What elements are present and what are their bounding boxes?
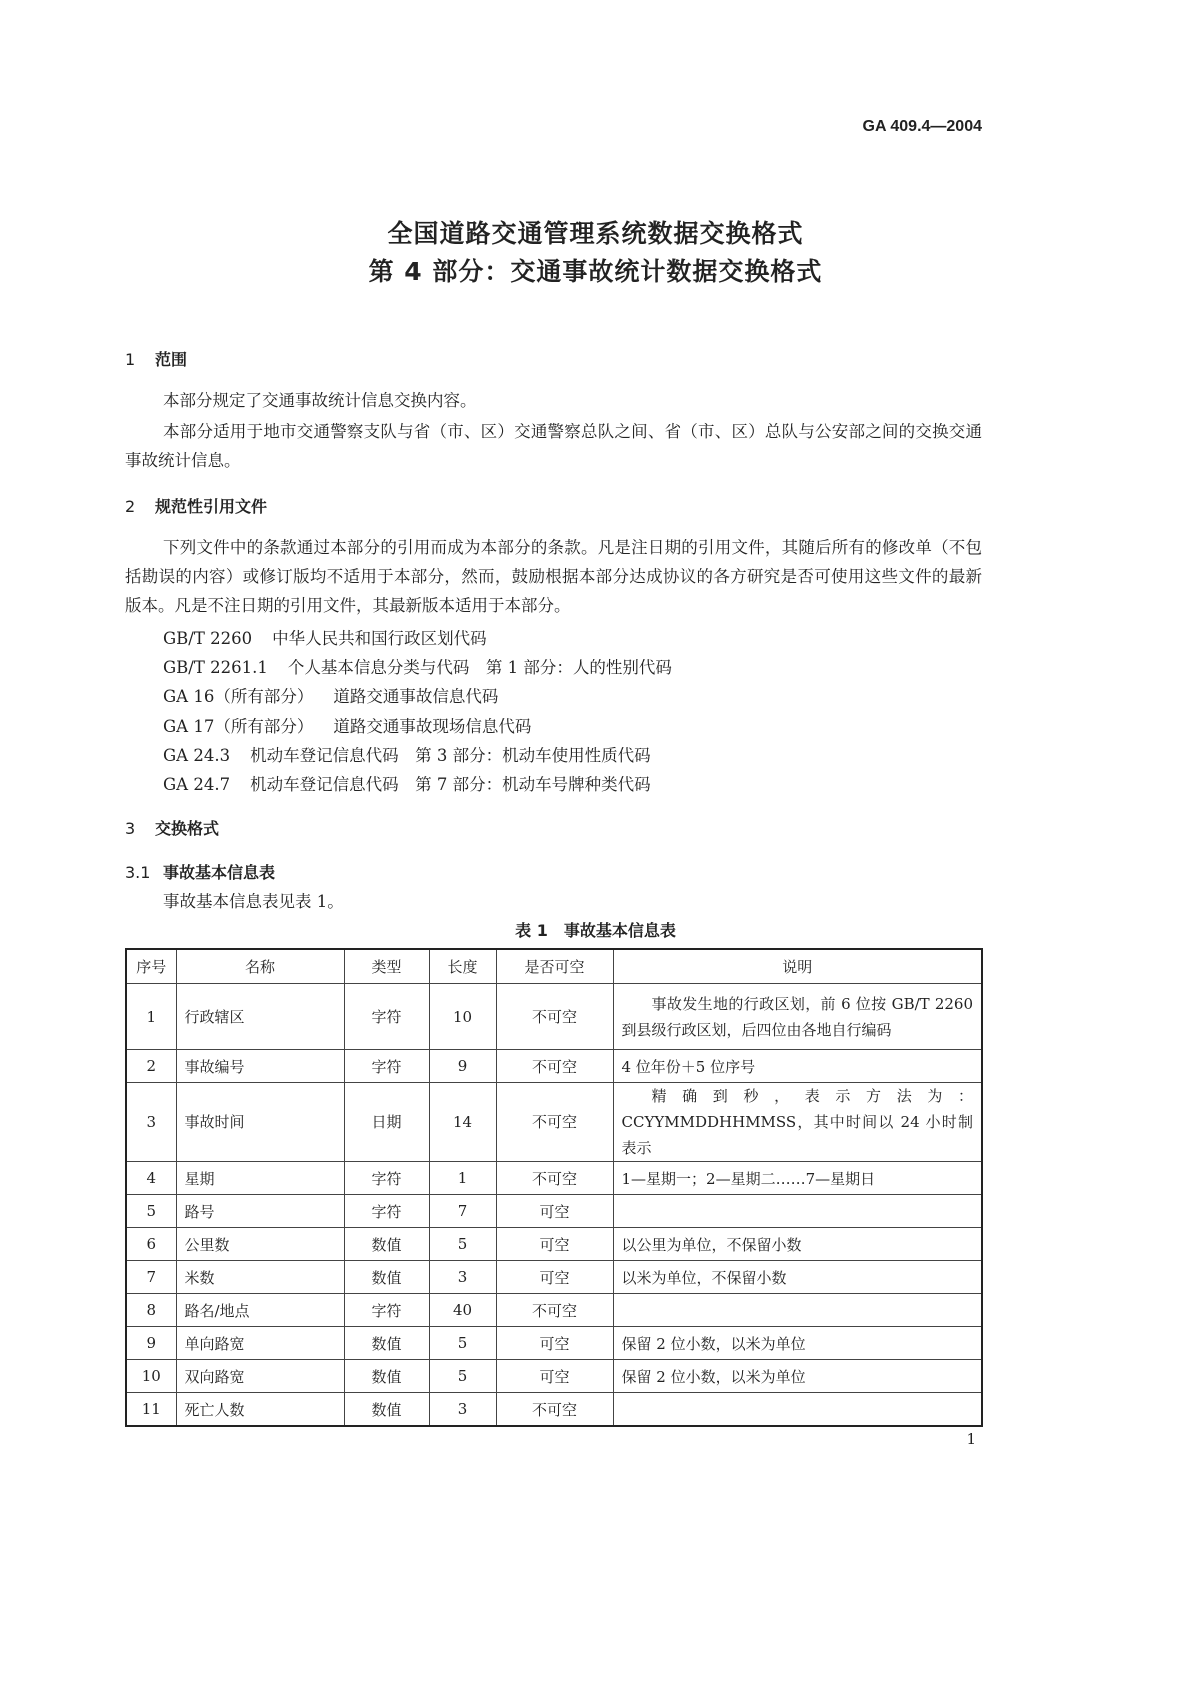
cell-index: 6 [126, 1228, 176, 1261]
cell-name: 行政辖区 [176, 984, 344, 1050]
cell-description: 4 位年份＋5 位序号 [613, 1050, 982, 1083]
cell-name: 单向路宽 [176, 1327, 344, 1360]
section-2-heading [125, 494, 267, 517]
cell-length: 7 [429, 1195, 496, 1228]
cell-type: 字符 [344, 1162, 429, 1195]
table-row [126, 1261, 982, 1294]
cell-index: 11 [126, 1393, 176, 1427]
cell-length: 3 [429, 1261, 496, 1294]
ref-title: 道路交通事故现场信息代码 [333, 717, 532, 736]
reference-item [163, 713, 531, 737]
cell-index: 10 [126, 1360, 176, 1393]
reference-item [163, 771, 651, 795]
ref-code: GA 17（所有部分） [163, 717, 314, 736]
section-title: 事故基本信息表 [163, 863, 276, 882]
cell-type: 数值 [344, 1393, 429, 1427]
table-row [126, 1294, 982, 1327]
cell-type: 数值 [344, 1228, 429, 1261]
cell-nullable: 不可空 [496, 1050, 613, 1083]
title-line-1: 全国道路交通管理系统数据交换格式 [387, 219, 804, 248]
cell-type: 字符 [344, 1050, 429, 1083]
cell-length: 3 [429, 1393, 496, 1427]
section-1-heading [125, 347, 187, 370]
table-row [126, 1360, 982, 1393]
cell-description: 以公里为单位，不保留小数 [613, 1228, 982, 1261]
ref-code: GA 24.3 [163, 746, 231, 765]
cell-nullable: 不可空 [496, 1083, 613, 1162]
paragraph: 下列文件中的条款通过本部分的引用而成为本部分的条款。凡是注日期的引用文件，其随后所有的修改单（不包括勘误的内容）或修订版均不适用于本部分，然而，鼓励根据本部分达成协议的各方研究是否可使用这些文件的最新版本。凡是不注日期的引用文件，其最新版本适用于本部分。 [125, 538, 982, 615]
column-header: 名称 [176, 949, 344, 984]
cell-type: 数值 [344, 1261, 429, 1294]
cell-description: 精确到秒，表示方法为：CCYYMMDDHHMMSS，其中时间以 24 小时制表示 [613, 1083, 982, 1162]
table-row [126, 1083, 982, 1162]
ref-code: GB/T 2261.1 [163, 658, 268, 677]
ref-title: 个人基本信息分类与代码 第 1 部分：人的性别代码 [287, 658, 672, 677]
cell-index: 7 [126, 1261, 176, 1294]
section-3-heading [125, 816, 219, 839]
cell-nullable: 不可空 [496, 1162, 613, 1195]
cell-index: 4 [126, 1162, 176, 1195]
cell-nullable: 可空 [496, 1327, 613, 1360]
paragraph: 本部分适用于地市交通警察支队与省（市、区）交通警察总队之间、省（市、区）总队与公安部之间的交换交通事故统计信息。 [125, 422, 982, 470]
cell-length: 5 [429, 1228, 496, 1261]
cell-length: 5 [429, 1360, 496, 1393]
cell-description: 事故发生地的行政区划，前 6 位按 GB/T 2260 到县级行政区划，后四位由各地自行编码 [613, 984, 982, 1050]
cell-description [613, 1294, 982, 1327]
cell-index: 8 [126, 1294, 176, 1327]
ref-title: 机动车登记信息代码 第 7 部分：机动车号牌种类代码 [250, 775, 651, 794]
page-number: 1 [966, 1430, 976, 1448]
section-number: 1 [125, 350, 136, 369]
cell-nullable: 不可空 [496, 1294, 613, 1327]
cell-type: 数值 [344, 1327, 429, 1360]
cell-name: 死亡人数 [176, 1393, 344, 1427]
section-number: 3.1 [125, 863, 151, 882]
cell-length: 40 [429, 1294, 496, 1327]
cell-index: 9 [126, 1327, 176, 1360]
cell-name: 事故时间 [176, 1083, 344, 1162]
section-number: 3 [125, 819, 136, 838]
cell-nullable: 可空 [496, 1195, 613, 1228]
cell-type: 字符 [344, 1195, 429, 1228]
title-line-2: 第 4 部分：交通事故统计数据交换格式 [368, 257, 823, 286]
cell-type: 字符 [344, 984, 429, 1050]
table-row [126, 1162, 982, 1195]
column-header: 序号 [126, 949, 176, 984]
cell-nullable: 可空 [496, 1360, 613, 1393]
section-title: 交换格式 [155, 819, 220, 838]
section-title: 范围 [155, 350, 188, 369]
table-caption: 表 1 事故基本信息表 [515, 921, 676, 940]
cell-length: 10 [429, 984, 496, 1050]
reference-item [163, 742, 651, 766]
paragraph: 本部分规定了交通事故统计信息交换内容。 [163, 391, 477, 410]
cell-type: 字符 [344, 1294, 429, 1327]
cell-name: 星期 [176, 1162, 344, 1195]
table-row [126, 1228, 982, 1261]
cell-description: 保留 2 位小数，以米为单位 [613, 1327, 982, 1360]
table-row [126, 984, 982, 1050]
cell-name: 事故编号 [176, 1050, 344, 1083]
cell-name: 路名/地点 [176, 1294, 344, 1327]
cell-index: 3 [126, 1083, 176, 1162]
cell-length: 9 [429, 1050, 496, 1083]
cell-type: 数值 [344, 1360, 429, 1393]
cell-nullable: 不可空 [496, 984, 613, 1050]
cell-name: 路号 [176, 1195, 344, 1228]
accident-info-table [125, 948, 983, 1427]
cell-description: 保留 2 位小数，以米为单位 [613, 1360, 982, 1393]
column-header: 是否可空 [496, 949, 613, 984]
ref-code: GA 16（所有部分） [163, 687, 314, 706]
reference-item [163, 625, 487, 649]
column-header: 长度 [429, 949, 496, 984]
table-row [126, 1393, 982, 1427]
reference-item [163, 683, 498, 707]
table-row [126, 1050, 982, 1083]
cell-name: 双向路宽 [176, 1360, 344, 1393]
column-header: 类型 [344, 949, 429, 984]
section-title: 规范性引用文件 [155, 497, 268, 516]
column-header: 说明 [613, 949, 982, 984]
standard-number: GA 409.4—2004 [862, 118, 982, 135]
table-row [126, 1327, 982, 1360]
table-header-row [126, 949, 982, 984]
ref-title: 机动车登记信息代码 第 3 部分：机动车使用性质代码 [250, 746, 651, 765]
ref-code: GB/T 2260 [163, 629, 253, 648]
table-row [126, 1195, 982, 1228]
cell-description: 以米为单位，不保留小数 [613, 1261, 982, 1294]
cell-name: 米数 [176, 1261, 344, 1294]
cell-description [613, 1195, 982, 1228]
cell-length: 1 [429, 1162, 496, 1195]
ref-code: GA 24.7 [163, 775, 231, 794]
ref-title: 中华人民共和国行政区划代码 [272, 629, 487, 648]
paragraph: 事故基本信息表见表 1。 [163, 892, 344, 911]
cell-description [613, 1393, 982, 1427]
ref-title: 道路交通事故信息代码 [333, 687, 499, 706]
section-number: 2 [125, 497, 136, 516]
cell-nullable: 可空 [496, 1261, 613, 1294]
cell-nullable: 不可空 [496, 1393, 613, 1427]
cell-type: 日期 [344, 1083, 429, 1162]
cell-length: 14 [429, 1083, 496, 1162]
cell-nullable: 可空 [496, 1228, 613, 1261]
cell-length: 5 [429, 1327, 496, 1360]
cell-description: 1—星期一；2—星期二……7—星期日 [613, 1162, 982, 1195]
reference-item [163, 654, 672, 678]
cell-index: 5 [126, 1195, 176, 1228]
cell-index: 2 [126, 1050, 176, 1083]
section-3-1-heading [125, 860, 275, 883]
cell-name: 公里数 [176, 1228, 344, 1261]
cell-index: 1 [126, 984, 176, 1050]
